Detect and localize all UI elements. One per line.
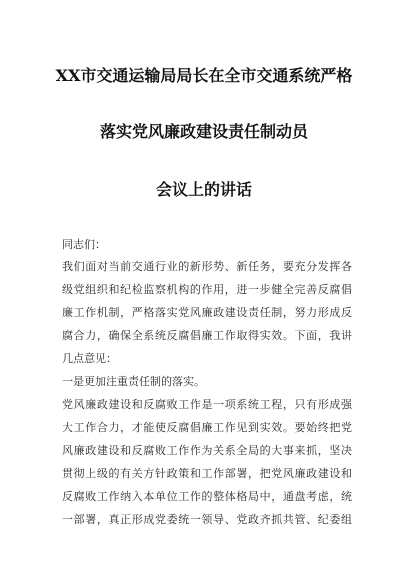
body-line: 几点意见： bbox=[62, 352, 117, 365]
body-line: 风廉政建设和反腐败工作作为关系全局的大事来抓，坚决 bbox=[62, 444, 352, 457]
body-line: 一部署，真正形成党委统一领导、党政齐抓共管、纪委组 bbox=[62, 513, 352, 526]
body-line: 贯彻上级的有关方针政策和工作部署，把党风廉政建设和 bbox=[62, 467, 352, 480]
title-line-1: XX市交通运输局局长在全市交通系统严格 bbox=[55, 66, 353, 85]
body-line: 大工作合力，才能使反腐倡廉工作见到实效。要始终把党 bbox=[62, 421, 352, 434]
body-line: 我们面对当前交通行业的新形势、新任务，要充分发挥各 bbox=[62, 260, 352, 273]
body-line: 党风廉政建设和反腐败工作是一项系统工程，只有形成强 bbox=[62, 398, 352, 411]
title-line-2: 落实党风廉政建设责任制动员 bbox=[99, 122, 308, 141]
body-line: 腐合力，确保全系统反腐倡廉工作取得实效。下面，我讲 bbox=[62, 329, 352, 342]
body-line: 廉工作机制，严格落实党风廉政建设责任制，努力形成反 bbox=[62, 306, 352, 319]
body-line: 一是更加注重责任制的落实。 bbox=[62, 375, 205, 388]
title-line-3: 会议上的讲话 bbox=[155, 180, 252, 199]
salutation: 同志们： bbox=[62, 238, 106, 251]
body-line: 反腐败工作纳入本单位工作的整体格局中，通盘考虑，统 bbox=[62, 490, 352, 503]
body-line: 级党组织和纪检监察机构的作用，进一步健全完善反腐倡 bbox=[62, 283, 352, 296]
